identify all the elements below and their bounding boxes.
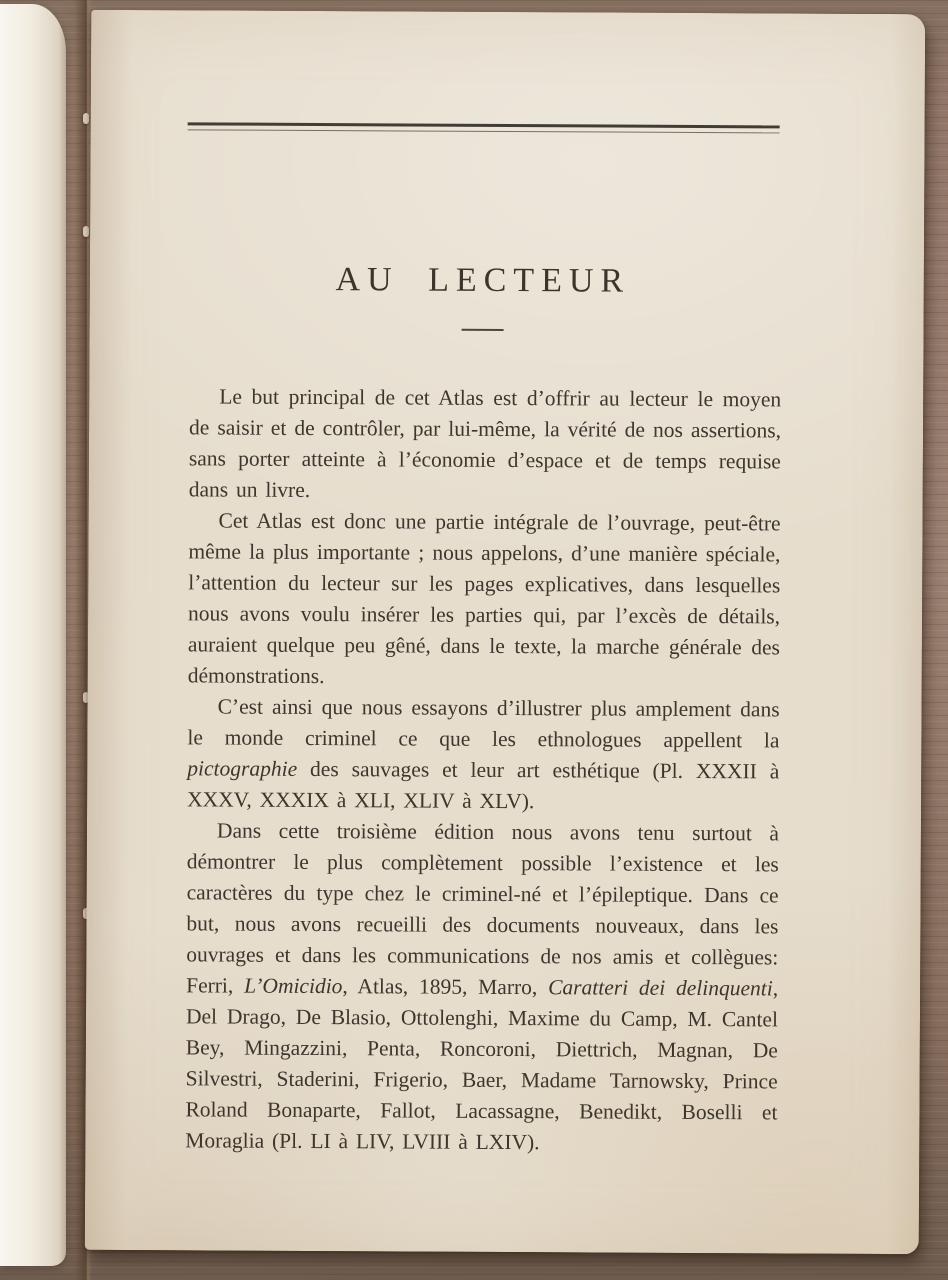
text-run: Le but principal de cet Atlas est d’offrir au lecteur le moyen de saisir et de contrôler, par lui-même, la vérité de nos assertions, sans porter atteinte à l’économie d’espace et de temps requise dans un livre.: [188, 384, 782, 502]
page-title: AU LECTEUR: [335, 261, 631, 300]
paragraph-2: [188, 505, 781, 694]
header-rule-thick-line: [188, 122, 780, 128]
italic-text-run: pictographie: [187, 756, 298, 781]
body-text: [185, 381, 781, 1159]
paragraph-3: [187, 691, 780, 818]
title-divider: [462, 329, 504, 331]
binding-stitch: [83, 226, 89, 237]
paragraph-4: [185, 815, 779, 1159]
left-facing-page: [0, 4, 66, 1266]
text-run: Dans cette troisième édition nous avons tenu surtout à démontrer le plus complètement possible l’existence et les caractères du type chez le criminel-né et l’épileptique. Dans ce but, nous avons recueilli des documents nouveaux, dans les ouvrages et dans les communications de nos amis et collègues: Ferri,: [186, 818, 780, 998]
text-run: Cet Atlas est donc une partie intégrale de l’ouvrage, peut-être même la plus importante ; nous appelons, d’une manière spéciale, l’attention du lecteur sur les pages explicatives, dans lesquelles nous avons voulu insérer les parties qui, par l’excès de détails, auraient quelque peu gêné, dans le texte, la marche générale des démonstrations.: [187, 508, 781, 689]
paragraph-1: [189, 381, 782, 508]
text-run: , Del Drago, De Blasio, Ottolenghi, Maxime du Camp, M. Cantel Bey, Mingazzini, Penta, Roncoroni, Diettrich, Magnan, De Silvestri, Staderini, Frigerio, Baer, Madame Tarnowsky, Prince Roland Bonaparte, Fallot, Lacassagne, Benedikt, Boselli et Moraglia (Pl. LI à LIV, LVIII à LXIV).: [185, 976, 779, 1155]
header-rule: [188, 122, 780, 133]
text-run: des sauvages et leur art esthétique (Pl. XXXII à XXXV, XXXIX à XLI, XLIV à XLV).: [187, 756, 780, 814]
text-run: C’est ainsi que nous essayons d’illustrer plus amplement dans le monde criminel ce que les ethnologues appellent la: [187, 694, 780, 753]
text-run: , Atlas, 1895, Marro,: [342, 974, 549, 1000]
italic-text-run: Caratteri dei delinquenti: [548, 975, 773, 1001]
book-page: [85, 10, 925, 1254]
italic-text-run: L’Omicidio: [244, 973, 343, 999]
binding-stitch: [83, 113, 89, 124]
header-rule-thin-line: [188, 129, 780, 133]
